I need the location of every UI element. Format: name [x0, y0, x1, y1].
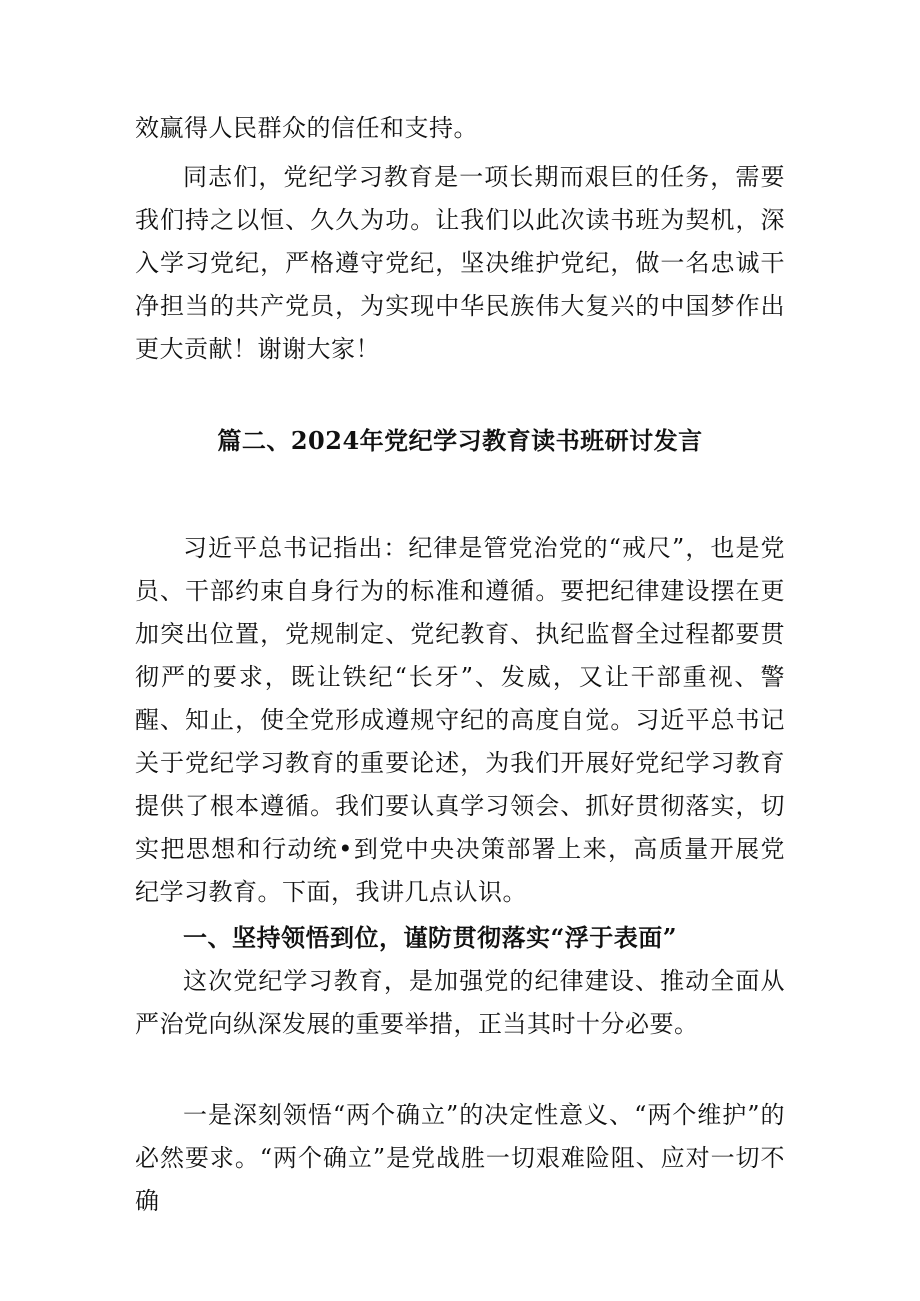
intro-paragraph: 习近平总书记指出：纪律是管党治党的“戒尺”，也是党员、干部约束自身行为的标准和遵循。要把纪律建设摆在更加突出位置，党规制定、党纪教育、执纪监督全过程都要贯彻严的要求，既让铁纪“长牙”、发威，又让干部重视、警醒、知止，使全党形成遵规守纪的高度自觉。习近平总书记关于党纪学习教育的重要论述，为我们开展好党纪学习教育提供了根本遵循。我们要认真学习领会、抓好贯彻落实，切实把思想和行动统•到党中央决策部署上来，高质量开展党纪学习教育。下面，我讲几点认识。: [135, 534, 785, 906]
section-one-paragraph: 这次党纪学习教育，是加强党的纪律建设、推动全面从严治党向纵深发展的重要举措，正当其时十分必要。: [135, 967, 785, 1038]
section-one-heading: 一、坚持领悟到位，谨防贯彻落实“浮于表面”: [183, 923, 678, 952]
article-title: 篇二、2024年党纪学习教育读书班研讨发言: [217, 426, 703, 455]
continuation-paragraph: 效赢得人民群众的信任和支持。: [135, 114, 478, 142]
point-one-paragraph: 一是深刻领悟“两个确立”的决定性意义、“两个维护”的必然要求。“两个确立”是党战胜一切艰难险阻、应对一切不确: [135, 1101, 785, 1215]
closing-paragraph: 同志们，党纪学习教育是一项长期而艰巨的任务，需要我们持之以恒、久久为功。让我们以此次读书班为契机，深入学习党纪，严格遵守党纪，坚决维护党纪，做一名忠诚干净担当的共产党员，为实现中华民族伟大复兴的中国梦作出更大贡献！谢谢大家！: [135, 163, 785, 363]
